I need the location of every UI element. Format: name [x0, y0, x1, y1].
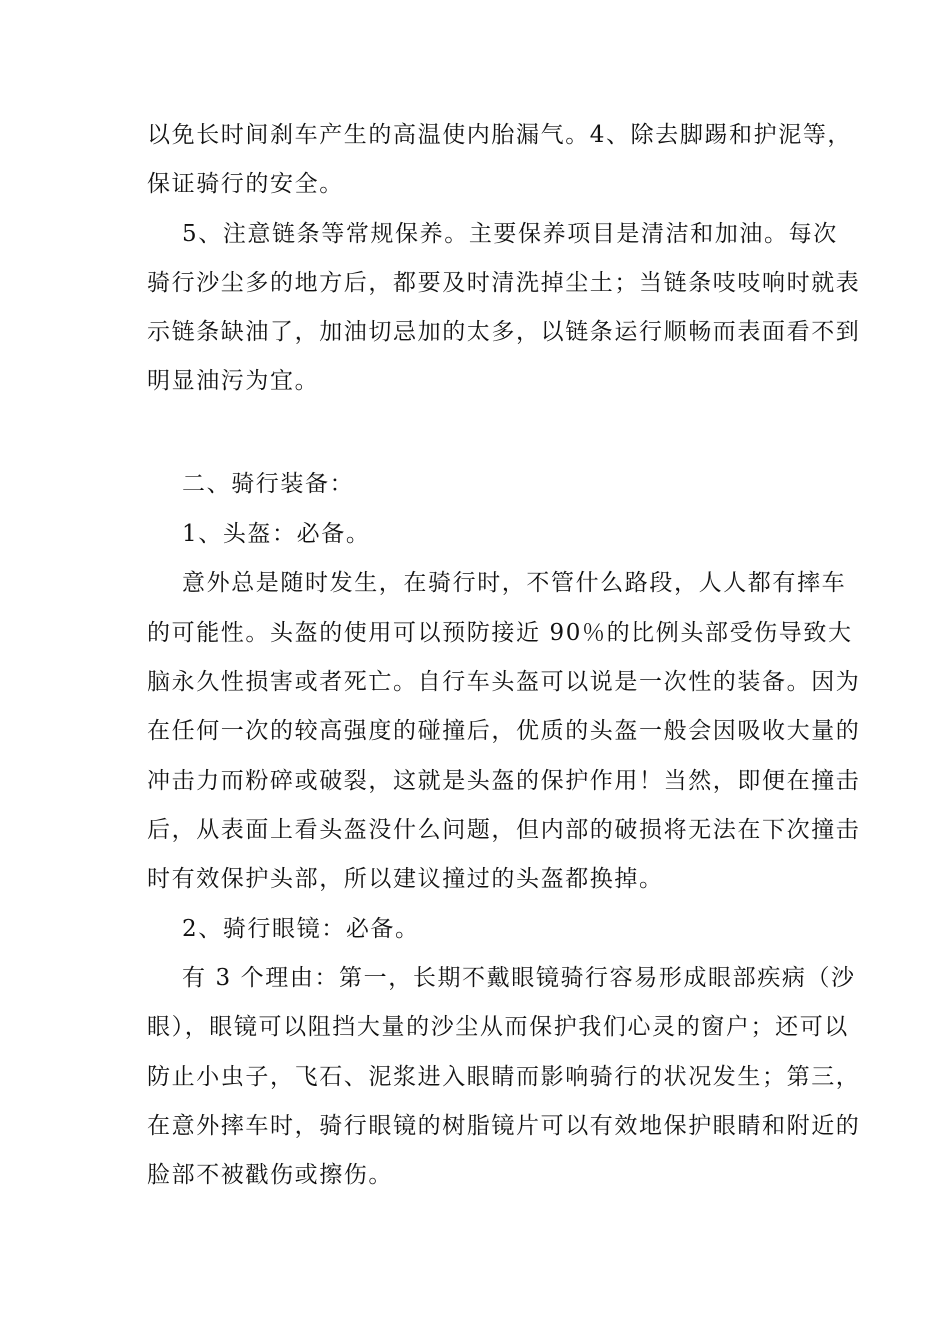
body-text-line: 时有效保护头部，所以建议撞过的头盔都换掉。: [147, 866, 664, 892]
body-text-line: 脸部不被戳伤或擦伤。: [147, 1162, 393, 1188]
body-text-line: 在意外摔车时，骑行眼镜的树脂镜片可以有效地保护眼睛和附近的: [147, 1113, 861, 1139]
body-text-line: 以免长时间刹车产生的高温使内胎漏气。4、除去脚踢和护泥等，: [147, 122, 853, 148]
body-text-line: 在任何一次的较高强度的碰撞后，优质的头盔一般会因吸收大量的: [147, 718, 861, 744]
body-text-line: 保证骑行的安全。: [147, 171, 344, 197]
subheading-glasses: 2、骑行眼镜：必备。: [182, 916, 420, 942]
paragraph-start-line: 意外总是随时发生，在骑行时，不管什么路段，人人都有摔车: [182, 570, 847, 596]
body-text-line: 明显油污为宜。: [147, 368, 320, 394]
subheading-helmet: 1、头盔：必备。: [182, 521, 371, 547]
body-text-line: 防止小虫子，飞石、泥浆进入眼睛而影响骑行的状况发生；第三，: [147, 1064, 861, 1090]
body-text-line: 脑永久性损害或者死亡。自行车头盔可以说是一次性的装备。因为: [147, 669, 861, 695]
body-text-line: 骑行沙尘多的地方后，都要及时清洗掉尘土；当链条吱吱响时就表: [147, 270, 861, 296]
body-text-line: 示链条缺油了，加油切忌加的太多，以链条运行顺畅而表面看不到: [147, 319, 861, 345]
body-text-line: 眼），眼镜可以阻挡大量的沙尘从而保护我们心灵的窗户；还可以: [147, 1014, 849, 1040]
paragraph-start-line: 5、注意链条等常规保养。主要保养项目是清洁和加油。每次: [182, 221, 838, 247]
paragraph-start-line: 有 3 个理由：第一，长期不戴眼镜骑行容易形成眼部疾病（沙: [182, 965, 856, 991]
body-text-line: 冲击力而粉碎或破裂，这就是头盔的保护作用！当然，即便在撞击: [147, 768, 861, 794]
body-text-line: 后，从表面上看头盔没什么问题，但内部的破损将无法在下次撞击: [147, 817, 861, 843]
body-text-line: 的可能性。头盔的使用可以预防接近 90％的比例头部受伤导致大: [147, 620, 853, 646]
section-heading: 二、骑行装备：: [182, 471, 355, 497]
